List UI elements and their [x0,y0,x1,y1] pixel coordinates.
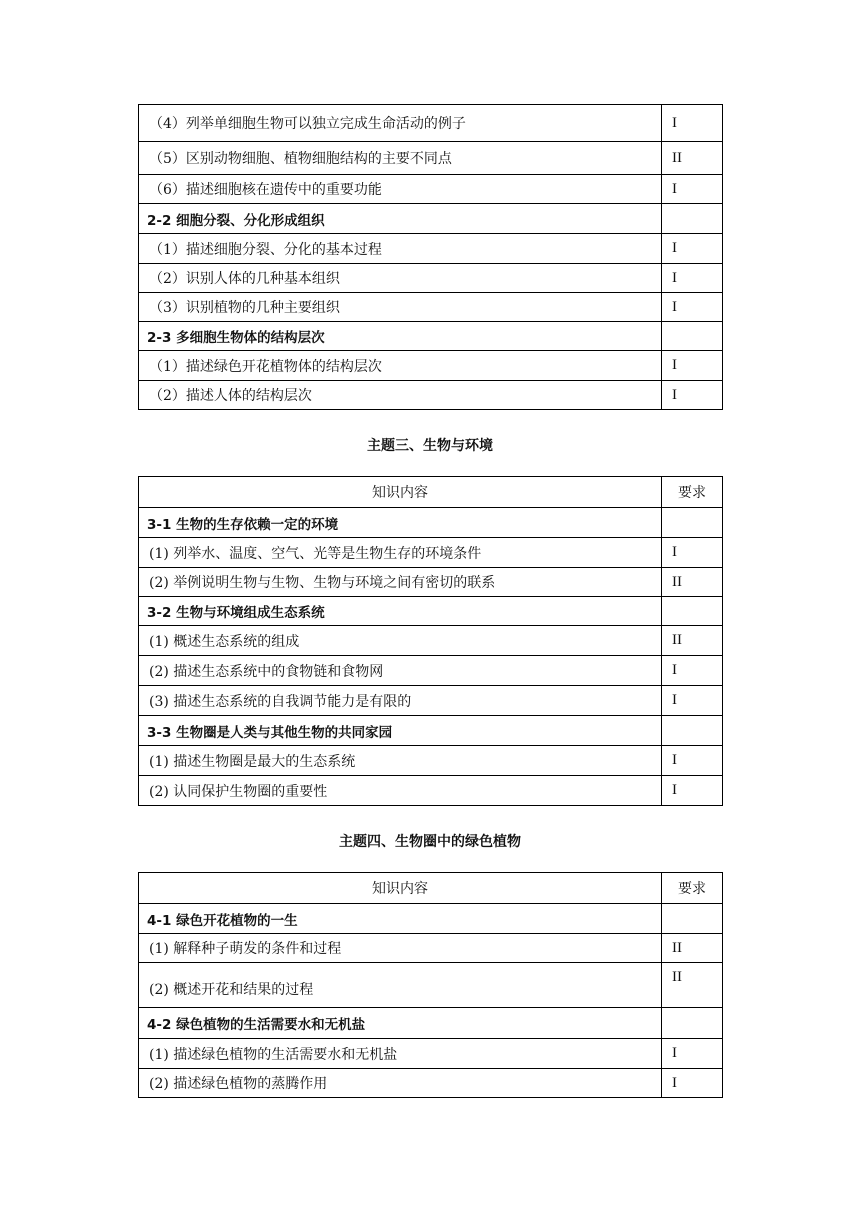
table-row [139,1069,723,1098]
table-row [139,234,723,264]
requirement-cell: I [662,1039,723,1069]
content-cell: (1) 描述绿色植物的生活需要水和无机盐 [139,1039,662,1069]
content-cell: （5）区别动物细胞、植物细胞结构的主要不同点 [139,142,662,175]
requirement-cell: I [662,538,723,568]
content-cell: （3）识别植物的几种主要组织 [139,293,662,322]
requirement-cell [662,204,723,234]
header-requirement: 要求 [662,477,723,508]
table-header-row [139,477,723,508]
table-row [139,686,723,716]
content-cell: (2) 举例说明生物与生物、生物与环境之间有密切的联系 [139,568,662,597]
requirement-cell: II [662,626,723,656]
requirement-cell [662,716,723,746]
section-row [139,716,723,746]
table-row [139,626,723,656]
topic3-title: 主题三、生物与环境 [367,438,493,454]
table-row [139,105,723,142]
requirement-cell: I [662,1069,723,1098]
table-row [139,293,723,322]
requirement-cell: I [662,686,723,716]
requirement-cell [662,322,723,351]
table-row [139,538,723,568]
content-cell: (1) 解释种子萌发的条件和过程 [139,934,662,963]
requirement-cell: I [662,293,723,322]
table-header-row [139,873,723,904]
section-row [139,508,723,538]
header-content: 知识内容 [139,873,662,904]
content-cell: （1）描述绿色开花植物体的结构层次 [139,351,662,381]
content-cell: (3) 描述生态系统的自我调节能力是有限的 [139,686,662,716]
section-heading: 3-2 生物与环境组成生态系统 [139,597,662,626]
table-row [139,568,723,597]
content-cell: (2) 描述绿色植物的蒸腾作用 [139,1069,662,1098]
table-row [139,175,723,204]
table-topic2-continued [138,104,723,410]
table-row [139,351,723,381]
content-cell: （4）列举单细胞生物可以独立完成生命活动的例子 [139,105,662,142]
requirement-cell: I [662,175,723,204]
table-row [139,656,723,686]
table-row [139,1039,723,1069]
content-cell: （1）描述细胞分裂、分化的基本过程 [139,234,662,264]
requirement-cell: I [662,234,723,264]
content-cell: (1) 描述生物圈是最大的生态系统 [139,746,662,776]
header-content: 知识内容 [139,477,662,508]
section-row [139,904,723,934]
requirement-cell: II [662,568,723,597]
table-row [139,142,723,175]
section-heading: 2-2 细胞分裂、分化形成组织 [139,204,662,234]
requirement-cell: I [662,381,723,410]
content-cell: (1) 概述生态系统的组成 [139,626,662,656]
section-heading: 2-3 多细胞生物体的结构层次 [139,322,662,351]
table-topic4 [138,872,723,1098]
section-row [139,204,723,234]
section-row [139,1008,723,1039]
content-cell: (2) 概述开花和结果的过程 [139,963,662,1008]
section-row [139,597,723,626]
requirement-cell: II [662,142,723,175]
table-row [139,381,723,410]
table-row [139,776,723,806]
requirement-cell: I [662,351,723,381]
requirement-cell: II [662,934,723,963]
section-heading: 4-2 绿色植物的生活需要水和无机盐 [139,1008,662,1039]
content-cell: （6）描述细胞核在遗传中的重要功能 [139,175,662,204]
section-heading: 3-3 生物圈是人类与其他生物的共同家园 [139,716,662,746]
header-requirement: 要求 [662,873,723,904]
topic4-title: 主题四、生物圈中的绿色植物 [339,834,521,850]
requirement-cell: II [662,963,723,1008]
table-topic3 [138,476,723,806]
content-cell: (1) 列举水、温度、空气、光等是生物生存的环境条件 [139,538,662,568]
section-heading: 4-1 绿色开花植物的一生 [139,904,662,934]
content-cell: （2）识别人体的几种基本组织 [139,264,662,293]
requirement-cell: I [662,746,723,776]
requirement-cell: I [662,264,723,293]
content-cell: (2) 认同保护生物圈的重要性 [139,776,662,806]
table-row [139,264,723,293]
requirement-cell [662,597,723,626]
requirement-cell [662,1008,723,1039]
section-heading: 3-1 生物的生存依赖一定的环境 [139,508,662,538]
requirement-cell [662,508,723,538]
section-row [139,322,723,351]
table-row [139,746,723,776]
table-row [139,963,723,1008]
requirement-cell: I [662,105,723,142]
requirement-cell [662,904,723,934]
content-cell: （2）描述人体的结构层次 [139,381,662,410]
content-cell: (2) 描述生态系统中的食物链和食物网 [139,656,662,686]
requirement-cell: I [662,776,723,806]
table-row [139,934,723,963]
requirement-cell: I [662,656,723,686]
